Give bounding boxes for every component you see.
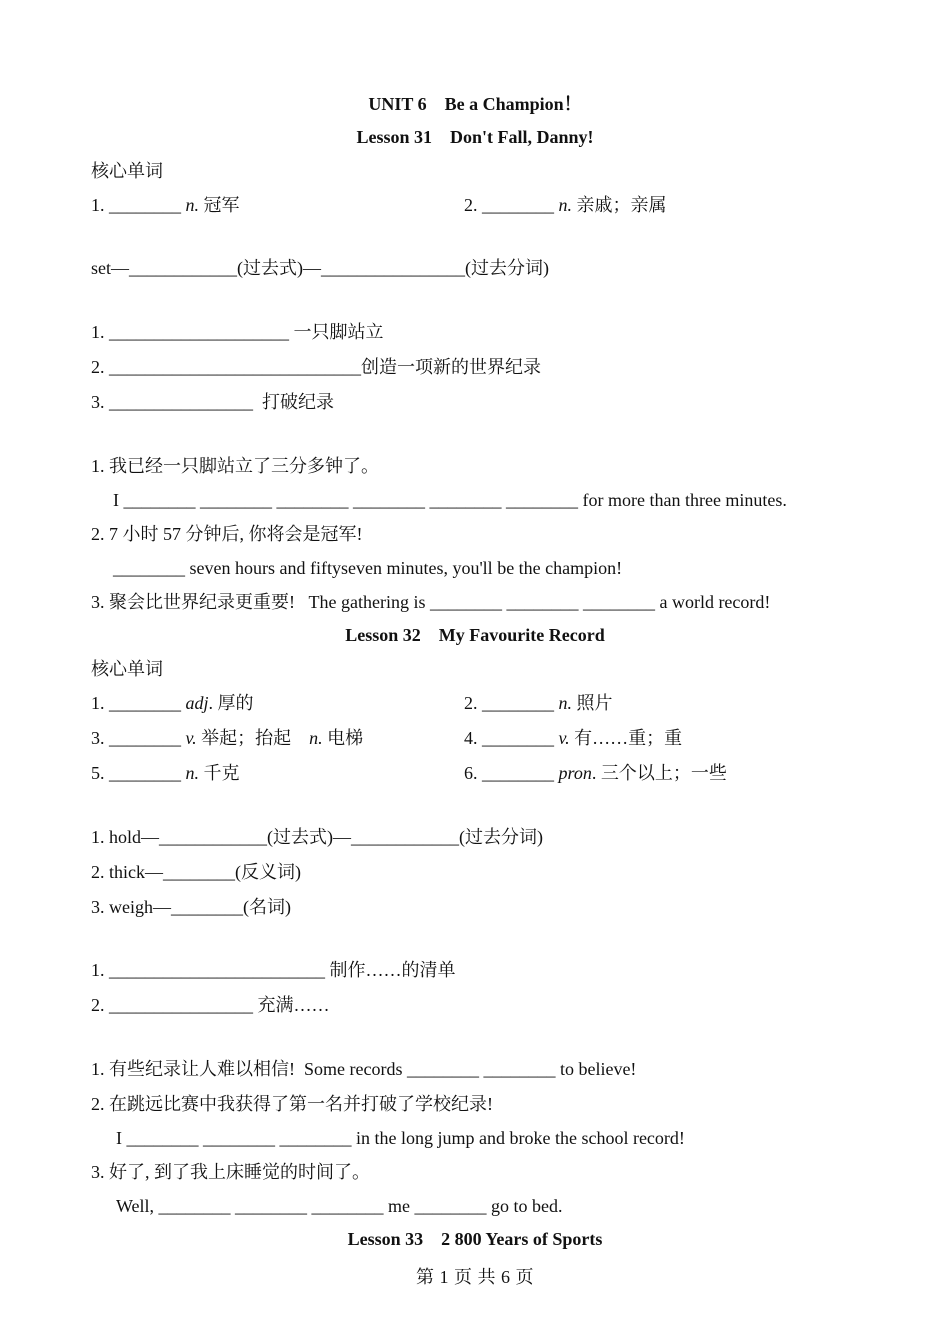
lesson32-vocab-3: 3. ________ v. 举起；抬起 n. 电梯 (91, 728, 364, 748)
lesson32-sentence-2-en: I ________ ________ ________ in the long jump and broke the school record! (116, 1128, 685, 1148)
lesson31-phrase-2: 2. ____________________________创造一项新的世界纪录 (91, 357, 541, 377)
lesson31-forms: set—____________(过去式)—________________(过去分词) (91, 258, 549, 278)
lesson32-vocab-2: 2. ________ n. 照片 (464, 693, 613, 713)
lesson32-vocab-1: 1. ________ adj. 厚的 (91, 693, 254, 713)
lesson31-vocab-1: 1. ________ n. 冠军 (91, 195, 240, 215)
lesson32-sentence-1: 1. 有些纪录让人难以相信! Some records ________ ________ to believe! (91, 1059, 637, 1079)
lesson32-sentence-3-en: Well, ________ ________ ________ me ________ go to bed. (116, 1196, 563, 1216)
lesson32-vocab-6: 6. ________ pron. 三个以上；一些 (464, 763, 727, 783)
lesson32-form-3: 3. weigh—________(名词) (91, 897, 291, 917)
lesson32-sentence-2-cn: 2. 在跳远比赛中我获得了第一名并打破了学校纪录! (91, 1094, 493, 1114)
lesson31-phrase-3: 3. ________________ 打破纪录 (91, 392, 334, 412)
lesson31-vocab-heading: 核心单词 (91, 161, 163, 181)
lesson31-sentence-1-cn: 1. 我已经一只脚站立了三分多钟了。 (91, 456, 379, 476)
unit-title: UNIT 6 Be a Champion！ (368, 94, 582, 114)
lesson31-sentence-1-en: I ________ ________ ________ ________ ________ ________ for more than three minutes. (113, 490, 787, 510)
lesson32-phrase-1: 1. ________________________ 制作……的清单 (91, 960, 456, 980)
lesson32-form-1: 1. hold—____________(过去式)—____________(过去分词) (91, 827, 543, 847)
page-footer: 第 1 页 共 6 页 (416, 1267, 534, 1287)
lesson32-vocab-heading: 核心单词 (91, 659, 163, 679)
lesson31-sentence-3: 3. 聚会比世界纪录更重要! The gathering is ________ ________ ________ a world record! (91, 592, 771, 612)
lesson32-title: Lesson 32 My Favourite Record (345, 625, 605, 645)
lesson32-form-2: 2. thick—________(反义词) (91, 862, 301, 882)
lesson32-phrase-2: 2. ________________ 充满…… (91, 995, 330, 1015)
lesson31-vocab-2: 2. ________ n. 亲戚；亲属 (464, 195, 667, 215)
lesson32-vocab-4: 4. ________ v. 有……重；重 (464, 728, 683, 748)
lesson31-sentence-2-en: ________ seven hours and fiftyseven minutes, you'll be the champion! (113, 558, 623, 578)
lesson31-phrase-1: 1. ____________________ 一只脚站立 (91, 322, 384, 342)
lesson32-vocab-5: 5. ________ n. 千克 (91, 763, 240, 783)
lesson33-title: Lesson 33 2 800 Years of Sports (347, 1229, 603, 1249)
lesson31-sentence-2-cn: 2. 7 小时 57 分钟后, 你将会是冠军! (91, 524, 363, 544)
lesson31-title: Lesson 31 Don't Fall, Danny! (356, 127, 594, 147)
lesson32-sentence-3-cn: 3. 好了, 到了我上床睡觉的时间了。 (91, 1162, 370, 1182)
